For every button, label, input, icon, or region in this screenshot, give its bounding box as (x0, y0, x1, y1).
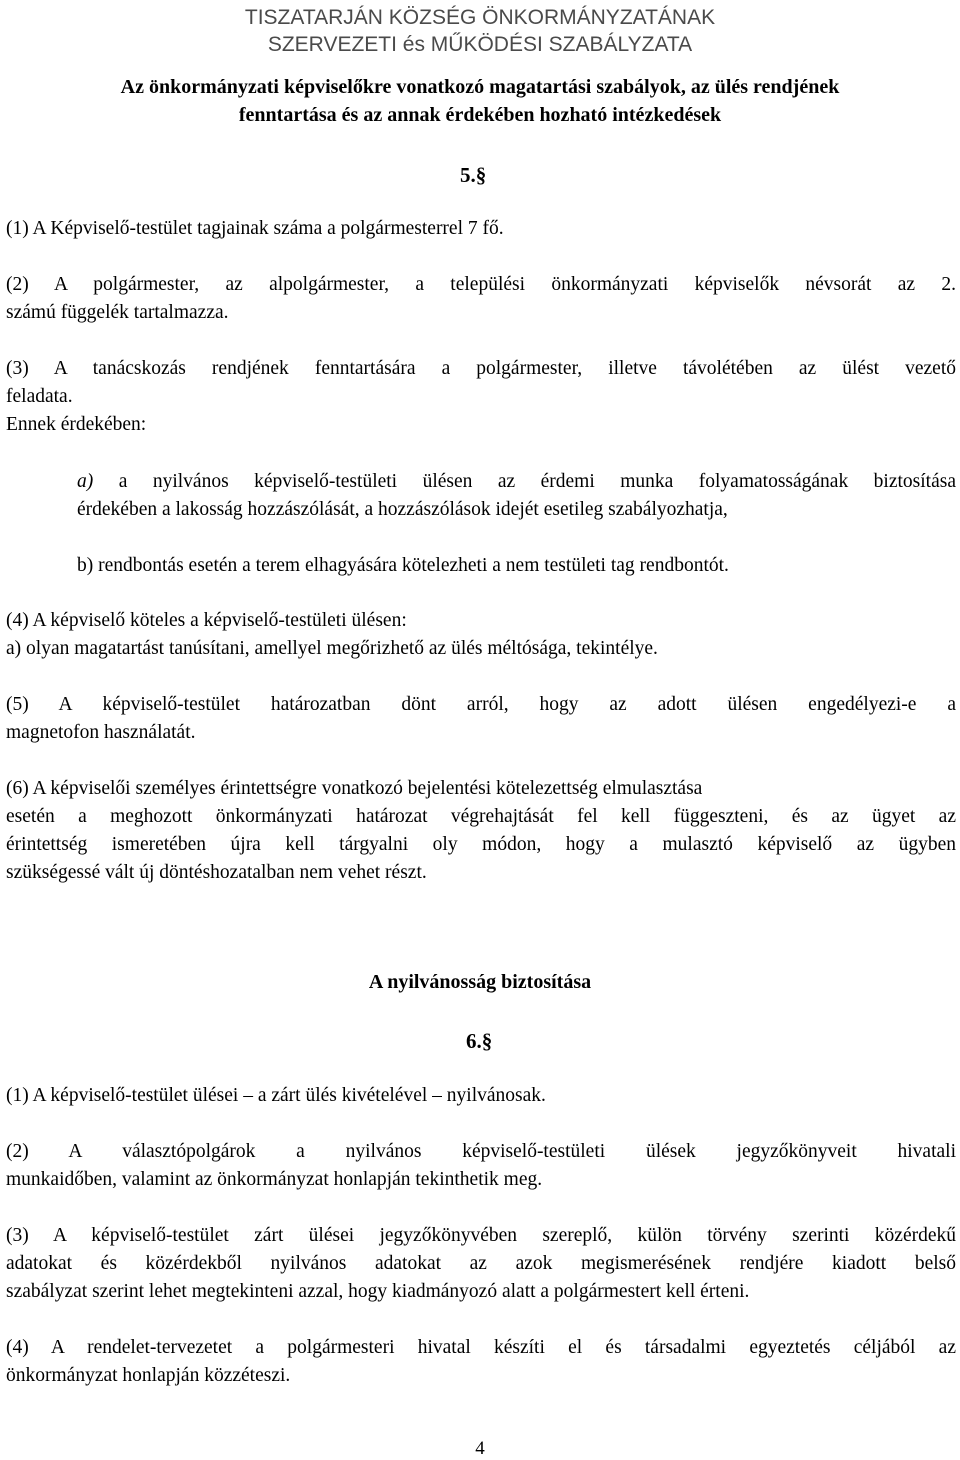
paragraph-5-6 (6, 775, 956, 887)
paragraph-5-2-line-2: számú függelék tartalmazza. (6, 302, 229, 323)
paragraph-6-2 (6, 1138, 956, 1194)
header-line-2: SZERVEZETI és MŰKÖDÉSI SZABÁLYZATA (267, 33, 693, 56)
section-number-6: 6.§ (466, 1029, 493, 1053)
paragraph-5-3-line-3: Ennek érdekében: (6, 414, 147, 435)
paragraph-5-5-line-1: (5) A képviselő-testület határozatban dönt arról, hogy az adott ülésen engedélyezi-e a (6, 694, 956, 715)
paragraph-6-3-line-2: adatokat és közérdekből nyilvános adatokat az azok megismerésének rendjére kiadott belső (6, 1253, 956, 1274)
chapter-title-line-2: fenntartása és az annak érdekében hozható intézkedések (238, 104, 722, 126)
paragraph-6-4-line-1: (4) A rendelet-tervezetet a polgármesteri hivatal készíti el és társadalmi egyeztetés céljából az (6, 1337, 956, 1358)
paragraph-5-5 (6, 691, 956, 747)
paragraph-6-3 (6, 1222, 956, 1306)
header-line-1: TISZATARJÁN KÖZSÉG ÖNKORMÁNYZATÁNAK (244, 6, 716, 29)
paragraph-5-4-line-2: a) olyan magatartást tanúsítani, amellyel megőrizhető az ülés méltósága, tekintélye. (6, 638, 658, 659)
paragraph-5-3-line-2: feladata. (6, 386, 73, 407)
paragraph-5-6-line-3: érintettség ismeretében újra kell tárgyalni oly módon, hogy a mulasztó képviselő az ügyben (6, 834, 956, 855)
chapter-title-line-1: Az önkormányzati képviselőkre vonatkozó magatartási szabályok, az ülés rendjének (120, 76, 840, 98)
list-item-a (77, 468, 956, 524)
paragraph-6-2-line-1: (2) A választópolgárok a nyilvános képviselő-testületi ülések jegyzőkönyveit hivatali (6, 1141, 956, 1162)
paragraph-5-5-line-2: magnetofon használatát. (6, 722, 196, 743)
paragraph-5-6-line-2: esetén a meghozott önkormányzati határozat végrehajtását fel kell függeszteni, és az ügyet az (6, 806, 956, 827)
paragraph-6-1: (1) A képviselő-testület ülései – a zárt ülés kivételével – nyilvánosak. (6, 1085, 546, 1106)
paragraph-6-4 (6, 1334, 956, 1390)
paragraph-5-3-line-1: (3) A tanácskozás rendjének fenntartására a polgármester, illetve távolétében az ülést vezető (6, 358, 956, 379)
section-number-5: 5.§ (460, 163, 487, 187)
paragraph-5-6-line-1: (6) A képviselői személyes érintettségre vonatkozó bejelentési kötelezettség elmulasztása (6, 778, 703, 799)
list-item-a-label: a) (77, 471, 94, 492)
paragraph-5-1: (1) A Képviselő-testület tagjainak száma a polgármesterrel 7 fő. (6, 218, 504, 239)
paragraph-5-6-line-4: szükségessé vált új döntéshozatalban nem vehet részt. (6, 862, 427, 883)
paragraph-5-4 (6, 607, 956, 663)
document-header (0, 4, 960, 58)
paragraph-5-2 (6, 271, 956, 327)
paragraph-5-3 (6, 355, 956, 439)
paragraph-5-4-line-1: (4) A képviselő köteles a képviselő-testületi ülésen: (6, 610, 407, 631)
paragraph-6-4-line-2: önkormányzat honlapján közzéteszi. (6, 1365, 291, 1386)
paragraph-6-3-line-1: (3) A képviselő-testület zárt ülései jegyzőkönyvében szereplő, külön törvény szerinti közérdekű (6, 1225, 956, 1246)
chapter-title (30, 73, 930, 129)
paragraph-6-3-line-3: szabályzat szerint lehet megtekinteni azzal, hogy kiadmányozó alatt a polgármestert kell érteni. (6, 1281, 750, 1302)
list-item-a-line-1 (77, 468, 956, 496)
list-item-a-text-1: a nyilvános képviselő-testületi ülésen az érdemi munka folyamatosságának biztosítása (118, 471, 956, 492)
paragraph-6-2-line-2: munkaidőben, valamint az önkormányzat honlapján tekinthetik meg. (6, 1169, 543, 1190)
paragraph-5-2-line-1: (2) A polgármester, az alpolgármester, a települési önkormányzati képviselők névsorát az 2. (6, 274, 956, 295)
section-6-heading: A nyilvánosság biztosítása (368, 971, 592, 993)
list-item-b: b) rendbontás esetén a terem elhagyására kötelezheti a nem testületi tag rendbontót. (77, 555, 729, 576)
list-item-a-line-2: érdekében a lakosság hozzászólását, a hozzászólások idejét esetileg szabályozhatja, (77, 499, 728, 520)
page-number: 4 (475, 1438, 485, 1459)
